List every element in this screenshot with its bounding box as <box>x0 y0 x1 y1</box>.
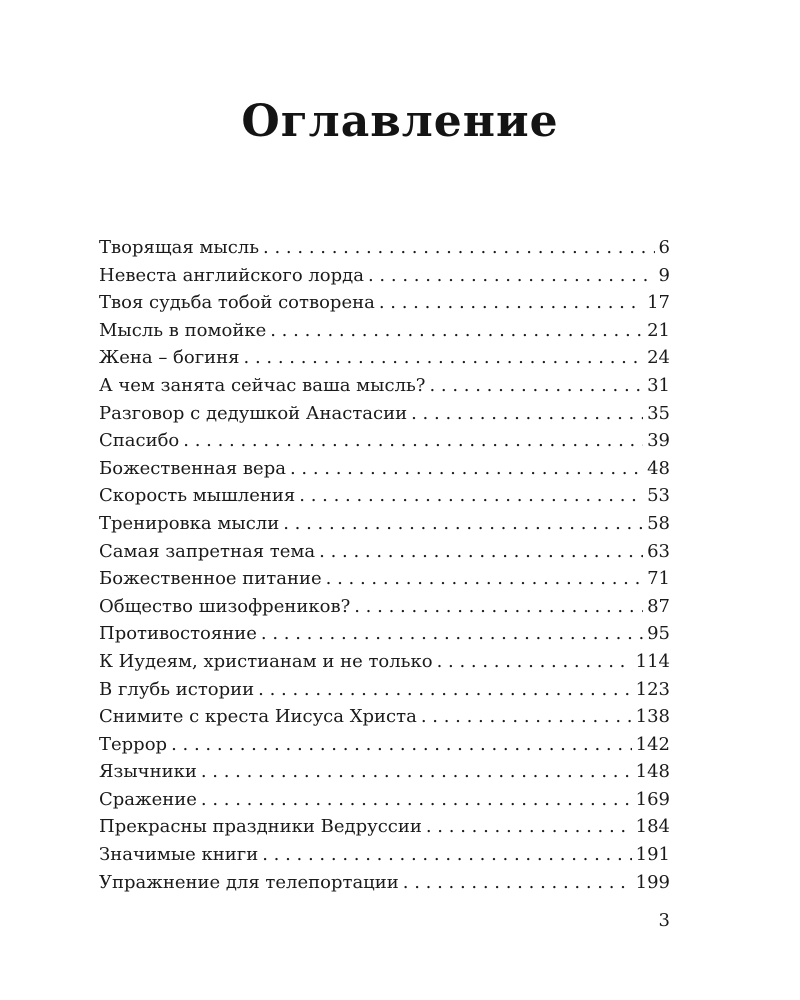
toc-entry <box>99 813 670 841</box>
toc-entry-page: 95 <box>647 623 670 645</box>
dot-leader <box>270 317 643 345</box>
toc-entry-title: Жена – богиня <box>99 347 240 369</box>
toc-entry-page: 48 <box>647 457 670 479</box>
toc-entry-title: Террор <box>99 733 168 755</box>
toc-entry-title: Спасибо <box>99 430 180 452</box>
toc-entry-page: 87 <box>647 595 670 617</box>
dot-leader <box>262 841 631 869</box>
toc-entry <box>99 786 670 814</box>
toc-entry-page: 35 <box>647 402 670 424</box>
dot-leader <box>421 703 632 731</box>
table-of-contents <box>99 234 670 896</box>
toc-entry-title: Значимые книги <box>99 844 259 866</box>
toc-entry <box>99 317 670 345</box>
dot-leader <box>201 758 632 786</box>
toc-entry-page: 9 <box>658 264 670 286</box>
dot-leader <box>379 289 643 317</box>
toc-entry <box>99 262 670 290</box>
toc-entry <box>99 344 670 372</box>
toc-entry-page: 53 <box>647 485 670 507</box>
dot-leader <box>426 813 632 841</box>
dot-leader <box>263 234 655 262</box>
toc-entry <box>99 510 670 538</box>
dot-leader <box>411 400 643 428</box>
toc-entry <box>99 869 670 897</box>
toc-entry-page: 63 <box>647 540 670 562</box>
toc-entry-title: Упражнение для телепортации <box>99 871 399 893</box>
toc-entry-page: 58 <box>647 512 670 534</box>
toc-entry-page: 114 <box>635 650 670 672</box>
toc-entry-title: В глубь истории <box>99 678 255 700</box>
toc-entry <box>99 648 670 676</box>
toc-entry <box>99 289 670 317</box>
toc-entry-page: 191 <box>635 844 670 866</box>
dot-leader <box>299 482 643 510</box>
toc-entry-title: Божественное питание <box>99 568 322 590</box>
toc-entry-title: Твоя судьба тобой сотворена <box>99 292 375 314</box>
toc-entry-page: 199 <box>635 871 670 893</box>
dot-leader <box>244 344 644 372</box>
toc-entry <box>99 676 670 704</box>
toc-entry <box>99 234 670 262</box>
toc-entry <box>99 538 670 566</box>
toc-entry <box>99 455 670 483</box>
toc-entry <box>99 703 670 731</box>
dot-leader <box>171 731 632 759</box>
toc-entry-page: 21 <box>647 319 670 341</box>
toc-entry-title: Тренировка мысли <box>99 512 280 534</box>
toc-entry <box>99 482 670 510</box>
toc-entry-page: 148 <box>635 761 670 783</box>
toc-entry-title: Общество шизофреников? <box>99 595 351 617</box>
dot-leader <box>183 427 643 455</box>
dot-leader <box>290 455 643 483</box>
toc-entry <box>99 565 670 593</box>
toc-entry-title: Прекрасны праздники Ведруссии <box>99 816 422 838</box>
toc-entry <box>99 731 670 759</box>
toc-entry-page: 6 <box>658 237 670 258</box>
toc-entry <box>99 841 670 869</box>
toc-entry <box>99 427 670 455</box>
dot-leader <box>368 262 655 290</box>
toc-entry <box>99 620 670 648</box>
toc-entry-page: 17 <box>647 292 670 314</box>
dot-leader <box>261 620 643 648</box>
dot-leader <box>319 538 643 566</box>
toc-entry-page: 142 <box>635 733 670 755</box>
toc-entry-page: 123 <box>635 678 670 700</box>
page-title: Оглавление <box>241 96 559 147</box>
toc-entry <box>99 400 670 428</box>
dot-leader <box>326 565 643 593</box>
toc-entry-title: Невеста английского лорда <box>99 264 364 286</box>
toc-entry <box>99 372 670 400</box>
dot-leader <box>403 869 632 897</box>
toc-entry-page: 138 <box>635 706 670 728</box>
toc-entry-page: 31 <box>647 374 670 396</box>
dot-leader <box>201 786 632 814</box>
toc-entry-title: Самая запретная тема <box>99 540 316 562</box>
toc-entry-title: А чем занята сейчас ваша мысль? <box>99 374 426 396</box>
dot-leader <box>429 372 643 400</box>
toc-entry-title: К Иудеям, христианам и не только <box>99 650 433 672</box>
dot-leader <box>283 510 643 538</box>
toc-entry <box>99 593 670 621</box>
toc-entry-title: Язычники <box>99 761 197 783</box>
dot-leader <box>354 593 643 621</box>
toc-entry-title: Разговор с дедушкой Анастасии <box>99 402 408 424</box>
toc-entry-title: Творящая мысль <box>99 237 260 258</box>
toc-entry-title: Противостояние <box>99 623 257 645</box>
toc-entry-page: 39 <box>647 430 670 452</box>
toc-entry-page: 169 <box>635 788 670 810</box>
dot-leader <box>437 648 632 676</box>
toc-entry-page: 71 <box>647 568 670 590</box>
toc-entry-title: Сражение <box>99 788 197 810</box>
toc-entry-page: 184 <box>635 816 670 838</box>
toc-entry-title: Божественная вера <box>99 457 286 479</box>
dot-leader <box>258 676 631 704</box>
toc-entry-title: Скорость мышления <box>99 485 296 507</box>
page-number: 3 <box>658 910 670 931</box>
toc-entry-title: Мысль в помойке <box>99 319 267 341</box>
toc-entry <box>99 758 670 786</box>
toc-entry-title: Снимите с креста Иисуса Христа <box>99 706 417 728</box>
toc-entry-page: 24 <box>647 347 670 369</box>
